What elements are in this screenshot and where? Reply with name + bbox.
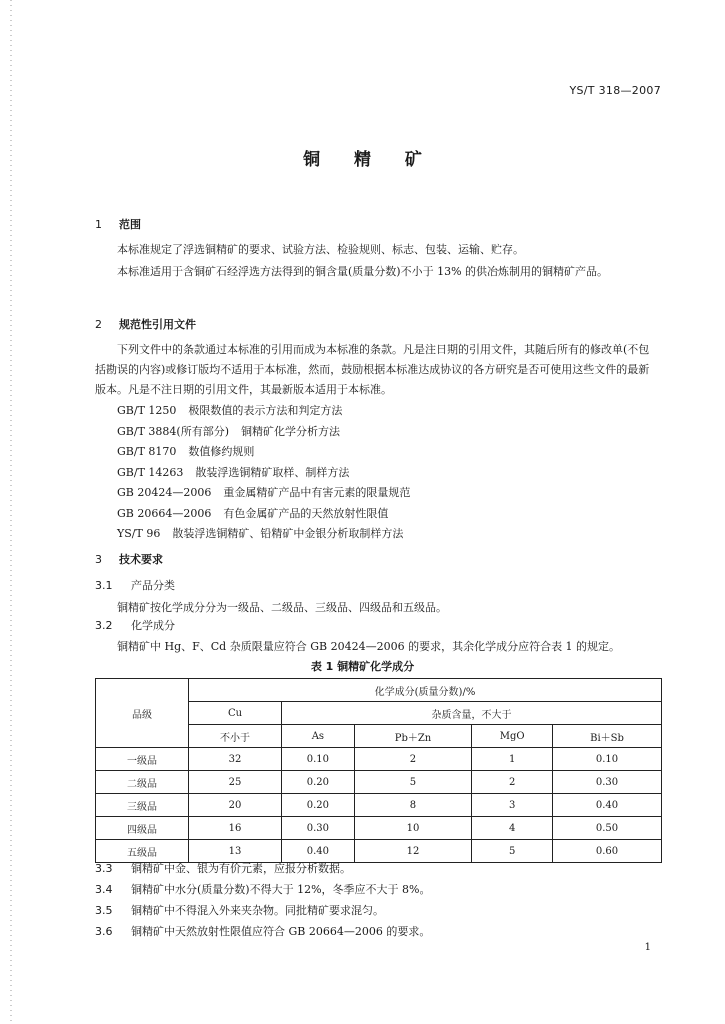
col-header-bi-sb: Bi＋Sb [553,725,662,748]
col-header-chemical: 化学成分(质量分数)/% [189,679,662,702]
standard-code: YS/T 318—2007 [569,84,661,97]
section-1-para-1: 本标准规定了浮选铜精矿的要求、试验方法、检验规则、标志、包装、运输、贮存。 [117,243,524,256]
list-item: GB/T 8170 数值修约规则 [117,445,255,458]
table-row: 三级品 20 0.20 8 3 0.40 [96,794,662,817]
table-caption: 表 1 铜精矿化学成分 [310,660,415,673]
table-row: 四级品 16 0.30 10 4 0.50 [96,817,662,840]
section-1-para-2: 本标准适用于含铜矿石经浮选方法得到的铜含量(质量分数)不小于 13% 的供冶炼制用的铜精矿产品。 [117,265,609,278]
col-header-grade: 品级 [96,679,189,748]
section-3-5: 3.5 铜精矿中不得混入外来夹杂物。同批精矿要求混匀。 [95,904,384,917]
col-header-mgo: MgO [472,725,553,748]
list-item: YS/T 96 散装浮选铜精矿、铅精矿中金银分析取制样方法 [117,527,404,540]
list-item: GB 20664—2006 有色金属矿产品的天然放射性限值 [117,506,389,520]
table-row: 二级品 25 0.20 5 2 0.30 [96,771,662,794]
page-number: 1 [644,942,651,953]
section-3-4: 3.4 铜精矿中水分(质量分数)不得大于 12%，冬季应不大于 8%。 [95,883,431,896]
list-item: GB/T 14263 散装浮选铜精矿取样、制样方法 [117,465,350,479]
col-header-cu-min: 不小于 [189,725,282,748]
section-3-3: 3.3 铜精矿中金、银为有价元素，应报分析数据。 [95,862,351,875]
table-row: 五级品 13 0.40 12 5 0.60 [96,840,662,863]
section-1-heading: 1 范围 [95,218,141,231]
col-header-pb-zn: Pb＋Zn [354,725,471,748]
chemical-composition-table [95,678,662,863]
section-3-1-heading: 3.1 产品分类 [95,579,175,592]
section-3-heading: 3 技术要求 [95,553,163,566]
section-3-1-text: 铜精矿按化学成分分为一级品、二级品、三级品、四级品和五级品。 [117,601,447,614]
col-header-as: As [282,725,355,748]
list-item: GB 20424—2006 重金属精矿产品中有害元素的限量规范 [117,486,411,499]
section-3-2-heading: 3.2 化学成分 [95,619,175,632]
col-header-cu: Cu [189,702,282,725]
section-3-2-text: 铜精矿中 Hg、F、Cd 杂质限量应符合 GB 20424—2006 的要求，其余化学成分应符合表 1 的规定。 [117,640,621,653]
list-item: GB/T 1250 极限数值的表示方法和判定方法 [117,404,343,417]
document-title: 铜 精 矿 [303,150,436,170]
section-2-heading: 2 规范性引用文件 [95,318,196,331]
col-header-impurity: 杂质含量，不大于 [282,702,662,725]
section-3-6: 3.6 铜精矿中天然放射性限值应符合 GB 20664—2006 的要求。 [95,925,431,938]
list-item: GB/T 3884(所有部分) 铜精矿化学分析方法 [117,424,340,438]
reference-list [117,401,410,545]
table-row: 一级品 32 0.10 2 1 0.10 [96,748,662,771]
section-2-para: 下列文件中的条款通过本标准的引用而成为本标准的条款。凡是注日期的引用文件，其随后所有的修改单(不包括勘误的内容)或修订版均不适用于本标准，然而，鼓励根据本标准达成协议的各方研究是否可使用这些文件的最新版本。凡是不注日期的引用文件，其最新版本适用于本标准。 [95,343,650,396]
